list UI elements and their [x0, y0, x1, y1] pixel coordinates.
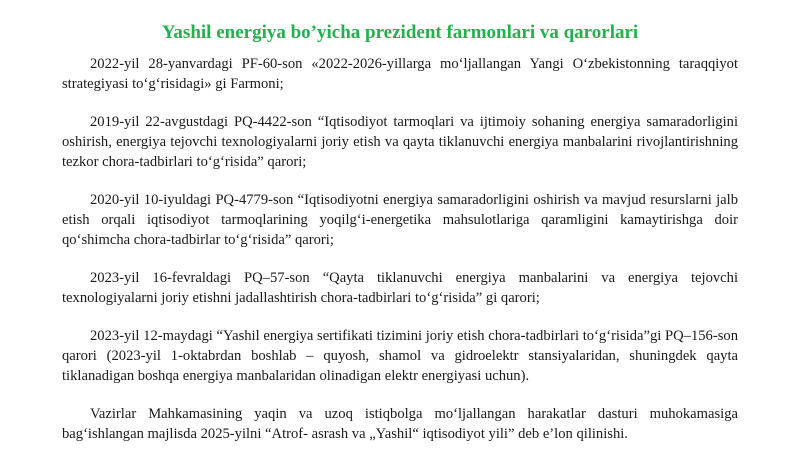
decree-paragraph-3: 2020-yil 10-iyuldagi PQ-4779-son “Iqtisodiyotni energiya samaradorligini oshirish va mavjud resurslarni jalb etish orqali iqtisodiyot tarmoqlarining yoqilg‘i-energetika mahsulotlariga qaramligini kamaytirishga doir qo‘shimcha chora-tadbirlar to‘g‘risida” qarori;: [62, 192, 738, 248]
page-title: Yashil energiya bo’yicha prezident farmonlari va qarorlari: [161, 22, 639, 43]
decree-paragraph-1: 2022-yil 28-yanvardagi PF-60-son «2022-2026-yillarga mo‘ljallangan Yangi O‘zbekistonning taraqqiyot strategiyasi to‘g‘risidagi» gi Farmoni;: [62, 56, 738, 92]
decree-paragraph-2: 2019-yil 22-avgustdagi PQ-4422-son “Iqtisodiyot tarmoqlari va ijtimoiy sohaning energiya samaradorligini oshirish, energiya tejovchi texnologiyalarni joriy etish va qayta tiklanuvchi energiya manbalarini rivojlantirishning tezkor chora-tadbirlari to‘g‘risida” qarori;: [62, 114, 738, 170]
decree-paragraph-4: 2023-yil 16-fevraldagi PQ–57-son “Qayta tiklanuvchi energiya manbalarini va energiya tejovchi texnologiyalarni joriy etishni jadallashtirish chora-tadbirlari to‘g‘risida” gi qarori;: [62, 270, 738, 306]
decree-paragraph-6: Vazirlar Mahkamasining yaqin va uzoq istiqbolga mo‘ljallangan harakatlar dasturi muhokamasiga bag‘ishlangan majlisda 2025-yilni “Atrof- asrash va „Yashil“ iqtisodiyot yili” deb e’lon qilinishi.: [62, 406, 738, 442]
decree-paragraph-5: 2023-yil 12-maydagi “Yashil energiya sertifikati tizimini joriy etish chora-tadbirlari to‘g‘risida”gi PQ–156-son qarori (2023-yil 1-oktabrdan boshlab – quyosh, shamol va gidroelektr stansiyalaridan, shuningdek qayta tiklanadigan boshqa energiya manbalaridan olinadigan elektr energiyasi uchun).: [62, 328, 738, 384]
